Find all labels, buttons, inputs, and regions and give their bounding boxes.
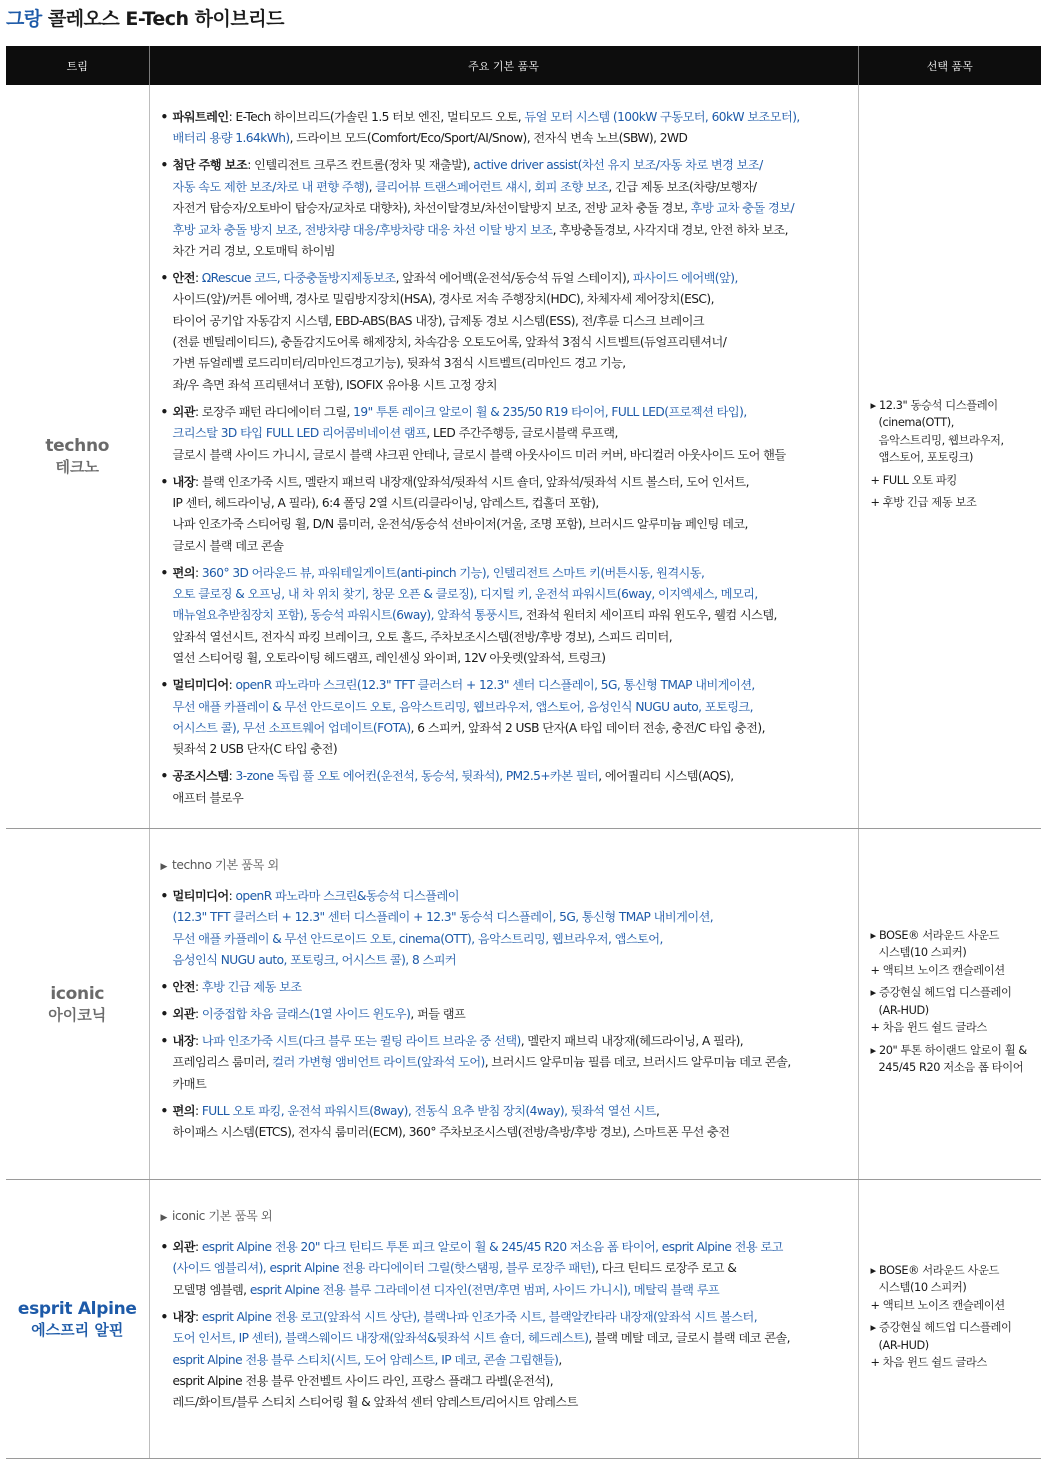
highlight-text: 듀얼 모터 시스템 (100kW 구동모터, 60kW 보조모터), [524, 110, 800, 124]
option-items-cell [858, 85, 1041, 829]
category-colon: : [228, 769, 236, 784]
option-line: (cinema(OTT), [878, 416, 954, 429]
feature-category [161, 766, 850, 809]
option-item [871, 1042, 1041, 1077]
option-line: ▸ 증강현실 헤드업 디스플레이 [870, 1321, 1012, 1334]
feature-text: , 블랙 메탈 데코, 글로시 블랙 데코 콘솔, [588, 1331, 790, 1346]
feature-text: , 멜란지 패브릭 내장재(헤드라이닝, A 필라), [520, 1033, 744, 1048]
highlight-text: 클리어뷰 트랜스페어런트 섀시, 회피 조향 보조 [375, 179, 609, 194]
highlight-text: 컬러 가변형 앰비언트 라이트(앞좌석 도어) [272, 1055, 485, 1070]
feature-text: IP 센터, 헤드라이닝, A 필라), 6:4 폴딩 2열 시트(리클라이닝, 암레스트, 컵홀더 포함), [172, 495, 599, 510]
highlight-text: 자동 속도 제한 보조/차로 내 편향 주행) [172, 179, 369, 194]
option-line: (AR-HUD) [878, 1003, 929, 1017]
feature-text: , 다크 틴티드 로장주 로고 & [595, 1261, 737, 1276]
highlight-text: 음성인식 NUGU auto, 포토링크, 어시스트 콜), 8 스피커 [172, 953, 457, 968]
category-label: 내장 [172, 474, 195, 489]
highlight-text: esprit Alpine 전용 20" 다크 틴티드 투톤 피크 알로이 휠 & 245/45 R20 저소음 폼 타이어, esprit Alpine 전용 로고 [201, 1240, 783, 1254]
option-item [871, 1262, 1041, 1315]
option-line: + FULL 오토 파킹 [870, 473, 957, 487]
feature-text: 좌/우 측면 좌석 프리텐셔너 포함), ISOFIX 유아용 시트 고정 장치 [172, 377, 497, 392]
feature-text: E-Tech 하이브리드(가솔린 1.5 터보 엔진, 멀티모드 오토, [235, 110, 525, 124]
category-label: 외관 [172, 1007, 195, 1022]
feature-text: 사이드(앞)/커튼 에어백, 경사로 밀림방지장치(HSA), 경사로 저속 주행장치(HDC), 차체자세 제어장치(ESC), [172, 292, 714, 307]
highlight-text: openR 파노라마 스크린&동승석 디스플레이 [235, 889, 459, 903]
highlight-text: 3-zone 독립 풀 오토 에어컨(운전석, 동승석, 뒷좌석), PM2.5+카본 필터 [235, 769, 599, 784]
option-line: + 차음 윈드 쉴드 글라스 [870, 1356, 987, 1369]
feature-text: , LED 주간주행등, 글로시블랙 루프랙, [426, 426, 618, 441]
feature-text: , 앞좌석 에어백(운전석/동승석 듀얼 스테이지), [395, 270, 633, 285]
category-colon: : [228, 110, 236, 124]
trim-name-cell [6, 829, 149, 1180]
feature-category [161, 886, 850, 972]
feature-text: , 6 스피커, 앞좌석 2 USB 단자(A 타입 데이터 전송, 충전/C 타입 충전), [410, 720, 765, 735]
feature-text: 카매트 [172, 1076, 207, 1091]
trim-row-iconic [6, 829, 1041, 1180]
feature-text: , 퍼들 램프 [410, 1007, 466, 1022]
highlight-text: 도어 인서트, IP 센터), 블랙스웨이드 내장재(앞좌석&뒷좌석 시트 숄더, 헤드레스트) [172, 1331, 589, 1346]
feature-category [161, 977, 850, 998]
column-header-main-items: 주요 기본 품목 [149, 46, 858, 85]
feature-text: , 전좌석 원터치 세이프티 파워 윈도우, 웰컴 시스템, [519, 608, 777, 623]
highlight-text: esprit Alpine 전용 블루 그라데이션 디자인(전면/후면 범퍼, 사이드 가니시), 메탈릭 블랙 루프 [249, 1282, 720, 1297]
option-line: ▸ 12.3" 동승석 디스플레이 [870, 398, 998, 412]
trim-name-ko: 에스프리 알핀 [31, 1320, 124, 1339]
feature-text: 프레임리스 룸미러, [172, 1055, 273, 1070]
option-line: + 액티브 노이즈 캔슬레이션 [870, 963, 1005, 977]
category-label: 파워트레인 [172, 110, 229, 124]
category-label: 안전 [172, 980, 195, 995]
option-line: 앱스토어, 포토링크) [878, 451, 973, 464]
category-colon: : [194, 565, 202, 580]
trim-row-techno [6, 85, 1041, 829]
option-line: + 액티브 노이즈 캔슬레이션 [870, 1298, 1005, 1312]
feature-text: , [558, 1352, 562, 1367]
feature-text: (전륜 벤틸레이티드), 충돌감지도어록 해제장치, 차속감응 오토도어록, 앞좌석 3점식 시트벨트(듀얼프리텐셔너/ [172, 335, 727, 350]
category-label: 멀티미디어 [172, 889, 229, 903]
main-items-cell [149, 1180, 858, 1459]
feature-category [161, 472, 850, 558]
option-item [871, 397, 1041, 467]
feature-text: 타이어 공기압 자동감지 시스템, EBD-ABS(BAS 내장), 급제동 경보 시스템(ESS), 전/후륜 디스크 브레이크 [172, 313, 705, 328]
column-header-options: 선택 품목 [858, 46, 1041, 85]
highlight-text: esprit Alpine 전용 로고(앞좌석 시트 상단), 블랙나파 인조가죽 시트, 블랙알칸타라 내장재(앞좌석 시트 볼스터, [201, 1309, 758, 1324]
trim-name-ko: 아이코닉 [48, 1005, 107, 1024]
feature-text: 차간 거리 경보, 오토매틱 하이빔 [172, 243, 336, 258]
highlight-text: 후방 교차 충돌 방지 보조, 전방차량 대응/후방차량 대응 차선 이탈 방지 보조 [172, 222, 553, 237]
feature-text: 하이패스 시스템(ETCS), 전자식 룸미러(ECM), 360° 주차보조시스템(전방/측방/후방 경보), 스마트폰 무선 충전 [172, 1125, 730, 1140]
option-items-cell [858, 829, 1041, 1180]
option-item [871, 472, 1041, 490]
feature-text: 글로시 블랙 데코 콘솔 [172, 538, 284, 553]
option-line: ▸ BOSE® 서라운드 사운드 [870, 1263, 999, 1277]
category-colon: : [247, 158, 255, 173]
category-label: 외관 [172, 404, 195, 419]
trim-name-en: techno [45, 436, 110, 456]
feature-category [161, 563, 850, 670]
option-item [871, 1319, 1041, 1372]
feature-category [161, 1101, 850, 1144]
column-header-trim: 트림 [6, 46, 149, 85]
category-colon: : [194, 404, 202, 419]
highlight-text: 후방 긴급 제동 보조 [201, 980, 302, 995]
feature-text: 앞좌석 열선시트, 전자식 파킹 브레이크, 오토 홀드, 주차보조시스템(전방/후방 경보), 스피드 리미터, [172, 629, 673, 644]
feature-category [161, 675, 850, 761]
trim-name-ko: 테크노 [55, 458, 99, 476]
option-line: + 차음 윈드 쉴드 글라스 [870, 1021, 987, 1034]
feature-category [161, 402, 850, 466]
category-label: 내장 [172, 1033, 195, 1048]
feature-text: , 브러시드 알루미늄 필름 데코, 브러시드 알루미늄 데코 콘솔, [484, 1055, 791, 1070]
feature-text: 뒷좌석 2 USB 단자(C 타입 충전) [172, 742, 338, 757]
feature-text: 글로시 블랙 사이드 가니시, 글로시 블랙 샤크핀 안테나, 글로시 블랙 아웃사이드 미러 커버, 바디컬러 아웃사이드 도어 핸들 [172, 447, 786, 462]
feature-text: 레드/화이트/블루 스티치 스티어링 휠 & 앞좌석 센터 암레스트/리어시트 암레스트 [172, 1395, 578, 1410]
feature-category [161, 268, 850, 396]
category-colon: : [194, 980, 202, 995]
feature-text: , 에어퀄리티 시스템(AQS), [598, 769, 734, 784]
feature-category [161, 155, 850, 262]
title-rest: 콜레오스 E-Tech 하이브리드 [41, 8, 284, 30]
feature-category [161, 1237, 850, 1301]
highlight-text: 19" 투톤 레이크 알로이 휠 & 235/50 R19 타이어, FULL LED(프로젝션 타입), [353, 404, 747, 419]
option-line: ▸ BOSE® 서라운드 사운드 [870, 928, 999, 942]
highlight-text: openR 파노라마 스크린(12.3" TFT 클러스터 + 12.3" 센터 디스플레이, 5G, 통신형 TMAP 내비게이션, [235, 678, 755, 693]
highlight-text: (사이드 엠블리셔), esprit Alpine 전용 라디에이터 그릴(핫스탬핑, 블루 로장주 패턴) [172, 1261, 596, 1276]
triangle-icon: ▶ [160, 862, 168, 872]
feature-text: 나파 인조가죽 스티어링 휠, D/N 룸미러, 운전석/동승석 선바이저(거울, 조명 포함), 브러시드 알루미늄 페인팅 데코, [172, 517, 748, 532]
feature-text: 가변 듀얼레벨 로드리미터/리마인드경고기능), 뒷좌석 3점식 시트벨트(리마인드 경고 기능, [172, 356, 626, 371]
category-label: 편의 [172, 1103, 195, 1118]
highlight-text: FULL 오토 파킹, 운전석 파워시트(8way), 전동식 요추 받침 장치(4way), 뒷좌석 열선 시트 [201, 1103, 656, 1118]
category-colon: : [228, 678, 236, 693]
highlight-text: 배터리 용량 1.64kWh) [172, 131, 290, 146]
category-colon: : [194, 1103, 202, 1118]
trim-row-esprit-alpine [6, 1180, 1041, 1459]
category-label: 안전 [172, 270, 195, 285]
option-item [871, 927, 1041, 980]
option-line: 음악스트리밍, 웹브라우저, [878, 433, 1004, 447]
option-item [871, 984, 1041, 1037]
category-label: 멀티미디어 [172, 678, 229, 693]
trim-name-en: esprit Alpine [17, 1298, 137, 1319]
category-colon: : [194, 1033, 202, 1048]
feature-category [161, 1307, 850, 1414]
category-label: 첨단 주행 보조 [172, 158, 248, 173]
page-title [6, 4, 284, 31]
category-label: 외관 [172, 1240, 195, 1254]
base-items-note [161, 855, 850, 878]
feature-text: , [368, 179, 376, 194]
option-items-cell [858, 1180, 1041, 1459]
option-line: 시스템(10 스피커) [878, 1281, 967, 1294]
highlight-text: 매뉴얼요추받침장치 포함), 동승석 파워시트(6way), 앞좌석 통풍시트 [172, 608, 520, 623]
trim-name-cell [6, 85, 149, 829]
highlight-text: 후방 교차 충돌 경보/ [690, 201, 795, 216]
option-item [871, 494, 1041, 512]
feature-text: , 긴급 제동 보조(차량/보행자/ [608, 179, 757, 194]
feature-category [161, 1031, 850, 1095]
category-colon: : [194, 1240, 202, 1254]
feature-text: 인텔리전트 크루즈 컨트롤(정차 및 재출발), [254, 158, 474, 173]
highlight-text: 무선 애플 카플레이 & 무선 안드로이드 오토, cinema(OTT), 음악스트리밍, 웹브라우저, 앱스토어, [172, 931, 663, 946]
highlight-text: active driver assist(차선 유지 보조/자동 차로 변경 보조/ [473, 158, 763, 173]
feature-text: 모델명 엠블렘, [172, 1282, 250, 1297]
title-accent: 그랑 [6, 8, 42, 30]
highlight-text: 360° 3D 어라운드 뷰, 파워테일게이트(anti-pinch 기능), 인텔리전트 스마트 키(버튼시동, 원격시동, [201, 565, 705, 580]
feature-text: , 후방충돌경보, 사각지대 경보, 안전 하차 보조, [552, 222, 788, 237]
highlight-text: 무선 애플 카플레이 & 무선 안드로이드 오토, 음악스트리밍, 웹브라우저, 앱스토어, 음성인식 NUGU auto, 포토링크, [172, 699, 753, 714]
feature-text: , 드라이브 모드(Comfort/Eco/Sport/AI/Snow), 전자식 변속 노브(SBW), 2WD [289, 131, 688, 146]
feature-text: 블랙 인조가죽 시트, 멜란지 패브릭 내장재(앞좌석/뒷좌석 시트 숄더, 앞좌석/뒷좌석 시트 볼스터, 도어 인서트, [201, 474, 749, 489]
highlight-text: 오토 클로징 & 오프닝, 내 차 위치 찾기, 창문 오픈 & 클로징), 디지털 키, 운전석 파워시트(6way, 이지엑세스, 메모리, [172, 587, 758, 602]
option-line: ▸ 20" 투톤 하이랜드 알로이 휠 & [870, 1043, 1027, 1057]
feature-text: 자전거 탑승자/오토바이 탑승자/교차로 대향차), 차선이탈경보/차선이탈방지 보조, 전방 교차 충돌 경보, [172, 201, 691, 216]
option-line: ▸ 증강현실 헤드업 디스플레이 [870, 986, 1012, 999]
highlight-text: 어시스트 콜), 무선 소프트웨어 업데이트(FOTA) [172, 720, 411, 735]
highlight-text: (12.3" TFT 클러스터 + 12.3" 센터 디스플레이 + 12.3" 동승석 디스플레이, 5G, 통신형 TMAP 내비게이션, [172, 910, 714, 925]
highlight-text: esprit Alpine 전용 블루 스티치(시트, 도어 암레스트, IP 데코, 콘솔 그립핸들) [172, 1352, 559, 1367]
category-label: 내장 [172, 1309, 195, 1324]
trim-spec-table [6, 46, 1041, 1459]
feature-text: , [655, 1103, 660, 1118]
highlight-text: 나파 인조가죽 시트(다크 블루 또는 퀼팅 라이트 브라운 중 선택) [201, 1033, 521, 1048]
base-items-note-text: iconic 기본 품목 외 [172, 1209, 273, 1223]
category-colon: : [194, 474, 202, 489]
feature-category [161, 1004, 850, 1025]
highlight-text: ΩRescue 코드, 다중충돌방지제동보조 [201, 270, 396, 285]
category-colon: : [194, 1309, 202, 1324]
feature-text: 애프터 블로우 [172, 790, 244, 805]
highlight-text: 이중접합 차음 글래스(1열 사이드 윈도우) [201, 1007, 411, 1022]
category-label: 공조시스템 [172, 769, 229, 784]
base-items-note [161, 1206, 850, 1229]
category-colon: : [228, 889, 236, 903]
category-colon: : [194, 1007, 202, 1022]
option-line: (AR-HUD) [878, 1338, 929, 1352]
base-items-note-text: techno 기본 품목 외 [172, 858, 279, 872]
trim-name-cell [6, 1180, 149, 1459]
triangle-icon: ▶ [160, 1213, 168, 1223]
option-line: 시스템(10 스피커) [878, 946, 967, 959]
feature-text: 로장주 패턴 라디에이터 그릴, [201, 404, 354, 419]
highlight-text: 파사이드 에어백(앞), [632, 270, 738, 285]
category-label: 편의 [172, 565, 195, 580]
option-line: + 후방 긴급 제동 보조 [870, 496, 977, 509]
trim-name-en: iconic [50, 983, 105, 1004]
feature-text: esprit Alpine 전용 블루 안전벨트 사이드 라인, 프랑스 플래그 라벨(운전석), [172, 1373, 554, 1388]
feature-category [161, 107, 850, 150]
option-line: 245/45 R20 저소음 폼 타이어 [878, 1061, 1024, 1074]
main-items-cell [149, 85, 858, 829]
feature-text: 열선 스티어링 휠, 오토라이팅 헤드램프, 레인센싱 와이퍼, 12V 아웃렛(앞좌석, 트렁크) [172, 651, 606, 666]
category-colon: : [194, 270, 202, 285]
main-items-cell [149, 829, 858, 1180]
highlight-text: 크리스탈 3D 타입 FULL LED 리어콤비네이션 램프 [172, 426, 427, 441]
